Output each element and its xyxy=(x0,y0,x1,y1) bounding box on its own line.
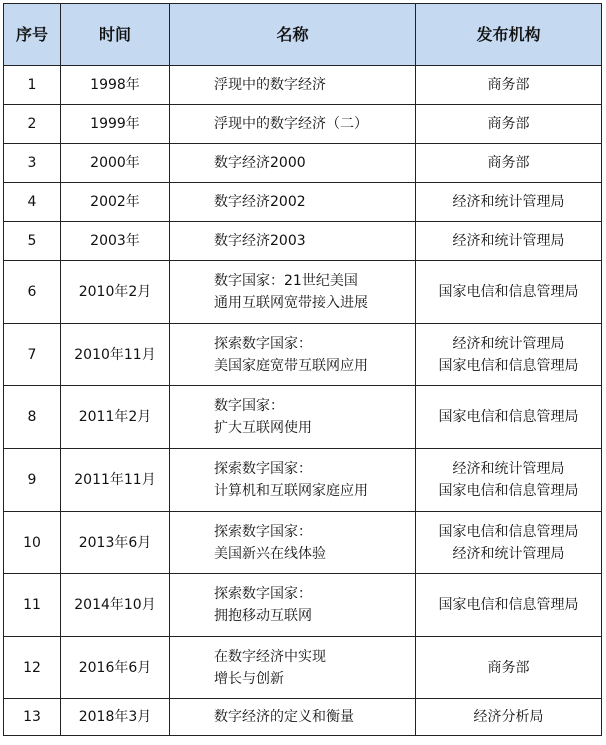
name-line: 数字经济2000 xyxy=(214,155,306,171)
table-row xyxy=(4,261,602,324)
cell-org xyxy=(416,699,602,736)
cell-no: 9 xyxy=(4,449,61,512)
cell-org xyxy=(416,222,602,261)
name-line: 探索数字国家： xyxy=(214,335,312,352)
name-line: 扩大互联网使用 xyxy=(214,420,312,436)
header-no: 序号 xyxy=(4,4,61,66)
cell-no: 2 xyxy=(4,105,61,144)
cell-time: 2003年 xyxy=(61,222,170,261)
org-line: 经济和统计管理局 xyxy=(452,194,565,210)
cell-name xyxy=(170,637,416,699)
cell-no: 3 xyxy=(4,144,61,183)
cell-no: 10 xyxy=(4,512,61,574)
org-line: 经济和统计管理局 xyxy=(452,233,565,249)
org-line: 商务部 xyxy=(487,155,530,171)
cell-no: 6 xyxy=(4,261,61,324)
name-line: 通用互联网宽带接入进展 xyxy=(214,295,368,311)
table-row xyxy=(4,222,602,261)
org-line: 国家电信和信息管理局 xyxy=(438,357,579,374)
cell-org xyxy=(416,324,602,386)
name-line: 美国新兴在线体验 xyxy=(214,545,326,562)
cell-org xyxy=(416,386,602,449)
name-line: 增长与创新 xyxy=(214,670,284,687)
name-line: 探索数字国家： xyxy=(214,461,312,477)
cell-name xyxy=(170,66,416,105)
org-line: 国家电信和信息管理局 xyxy=(438,483,579,499)
name-line: 数字经济2002 xyxy=(214,194,306,210)
cell-org xyxy=(416,574,602,637)
cell-no: 7 xyxy=(4,324,61,386)
table-row xyxy=(4,66,602,105)
name-line: 浮现中的数字经济 xyxy=(214,77,326,93)
cell-time: 2010年2月 xyxy=(61,261,170,324)
org-line: 经济和统计管理局 xyxy=(452,335,565,352)
cell-no: 13 xyxy=(4,699,61,736)
cell-time: 2016年6月 xyxy=(61,637,170,699)
cell-name xyxy=(170,449,416,512)
cell-no: 4 xyxy=(4,183,61,222)
header-name: 名称 xyxy=(170,4,416,66)
cell-name xyxy=(170,105,416,144)
table-row xyxy=(4,574,602,637)
cell-name xyxy=(170,144,416,183)
name-line: 数字国家：21世纪美国 xyxy=(214,273,358,289)
cell-org xyxy=(416,637,602,699)
table-row xyxy=(4,144,602,183)
cell-no: 11 xyxy=(4,574,61,637)
cell-name xyxy=(170,222,416,261)
cell-org xyxy=(416,183,602,222)
header-org: 发布机构 xyxy=(416,4,602,66)
cell-name xyxy=(170,386,416,449)
table-row xyxy=(4,183,602,222)
org-line: 商务部 xyxy=(487,116,530,132)
name-line: 美国家庭宽带互联网应用 xyxy=(214,357,368,374)
table-row xyxy=(4,324,602,386)
cell-name xyxy=(170,574,416,637)
cell-time: 2002年 xyxy=(61,183,170,222)
name-line: 探索数字国家： xyxy=(214,586,312,602)
cell-time: 2011年2月 xyxy=(61,386,170,449)
cell-time: 1999年 xyxy=(61,105,170,144)
cell-name xyxy=(170,183,416,222)
cell-no: 1 xyxy=(4,66,61,105)
cell-time: 2011年11月 xyxy=(61,449,170,512)
table-row xyxy=(4,699,602,736)
header-time: 时间 xyxy=(61,4,170,66)
cell-org xyxy=(416,144,602,183)
cell-no: 12 xyxy=(4,637,61,699)
table-row xyxy=(4,512,602,574)
name-line: 数字国家： xyxy=(214,398,284,414)
cell-time: 2014年10月 xyxy=(61,574,170,637)
name-line: 数字经济2003 xyxy=(214,233,306,249)
cell-name xyxy=(170,699,416,736)
table-row xyxy=(4,105,602,144)
cell-no: 8 xyxy=(4,386,61,449)
name-line: 浮现中的数字经济（二） xyxy=(214,116,368,132)
cell-org xyxy=(416,512,602,574)
cell-time: 1998年 xyxy=(61,66,170,105)
org-line: 国家电信和信息管理局 xyxy=(438,409,579,425)
org-line: 国家电信和信息管理局 xyxy=(438,597,579,613)
cell-org xyxy=(416,66,602,105)
org-line: 经济和统计管理局 xyxy=(452,461,565,477)
cell-name xyxy=(170,512,416,574)
cell-time: 2013年6月 xyxy=(61,512,170,574)
header-row xyxy=(4,4,602,66)
publications-table xyxy=(3,3,602,736)
cell-time: 2000年 xyxy=(61,144,170,183)
org-line: 经济分析局 xyxy=(473,709,544,725)
name-line: 在数字经济中实现 xyxy=(214,648,326,665)
name-line: 探索数字国家： xyxy=(214,523,312,540)
name-line: 数字经济的定义和衡量 xyxy=(214,709,354,725)
org-line: 经济和统计管理局 xyxy=(452,545,565,562)
org-line: 商务部 xyxy=(487,77,530,93)
org-line: 国家电信和信息管理局 xyxy=(438,523,579,540)
cell-org xyxy=(416,105,602,144)
cell-time: 2018年3月 xyxy=(61,699,170,736)
org-line: 商务部 xyxy=(487,659,530,676)
cell-name xyxy=(170,324,416,386)
table-row xyxy=(4,449,602,512)
cell-org xyxy=(416,449,602,512)
org-line: 国家电信和信息管理局 xyxy=(438,284,579,300)
cell-org xyxy=(416,261,602,324)
table-row xyxy=(4,386,602,449)
cell-time: 2010年11月 xyxy=(61,324,170,386)
cell-no: 5 xyxy=(4,222,61,261)
table-row xyxy=(4,637,602,699)
name-line: 计算机和互联网家庭应用 xyxy=(214,483,368,499)
cell-name xyxy=(170,261,416,324)
table-body xyxy=(4,66,602,736)
name-line: 拥抱移动互联网 xyxy=(214,608,312,624)
